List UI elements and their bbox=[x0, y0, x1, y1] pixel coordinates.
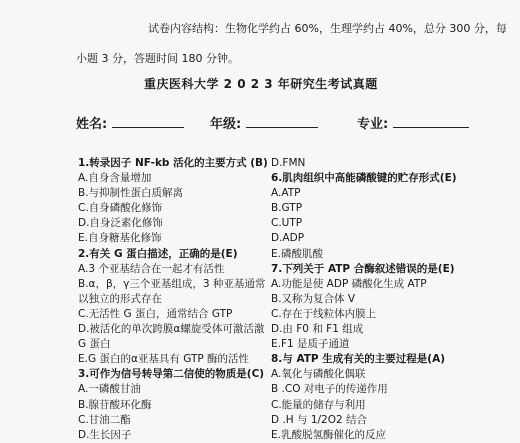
grade-label: 年级: bbox=[210, 117, 242, 132]
option-line: C.UTP bbox=[271, 217, 303, 230]
option-line: A.氧化与磷酸化偶联 bbox=[271, 368, 366, 381]
question-line: 8.与 ATP 生成有关的主要过程是(A) bbox=[271, 353, 445, 366]
option-line: A.3 个亚基结合在一起才有活性 bbox=[78, 262, 225, 275]
right-question-column bbox=[271, 156, 457, 443]
option-line: C.能量的储存与利用 bbox=[271, 398, 366, 411]
name-blank bbox=[112, 127, 184, 128]
option-line: D.由 F0 和 F1 组成 bbox=[271, 323, 364, 336]
option-line: D.自身泛素化修饰 bbox=[78, 217, 163, 230]
option-line: E.磷酸肌酸 bbox=[271, 247, 323, 260]
option-line: A.自身含量增加 bbox=[78, 172, 152, 185]
option-line: B .CO 对电子的传递作用 bbox=[271, 383, 388, 396]
left-question-column bbox=[78, 156, 268, 443]
option-line: C.自身磷酸化修饰 bbox=[78, 202, 163, 215]
option-line: A.ATP bbox=[271, 187, 301, 200]
option-line: A.功能是使 ADP 磷酸化生成 ATP bbox=[271, 277, 427, 290]
header-line-1: 试卷内容结构：生物化学约占 60%，生理学约占 40%，总分 300 分，每 bbox=[148, 22, 507, 35]
option-line: B.GTP bbox=[271, 202, 303, 215]
question-line: 6.肌肉组织中高能磷酸键的贮存形式(E) bbox=[271, 172, 457, 185]
grade-blank bbox=[246, 127, 318, 128]
option-line: A.一磷酸甘油 bbox=[78, 383, 141, 396]
option-line: C.甘油二酯 bbox=[78, 413, 131, 426]
option-line: E.自身糖基化修饰 bbox=[78, 232, 162, 245]
option-line: 以独立的形式存在 bbox=[78, 292, 162, 305]
option-line: C.无活性 G 蛋白，通常结合 GTP bbox=[78, 307, 233, 320]
option-line: E.F1 是质子通道 bbox=[271, 338, 350, 351]
option-line: E.G 蛋白的α亚基具有 GTP 酶的活性 bbox=[78, 353, 250, 366]
option-line: D.生长因子 bbox=[78, 428, 132, 441]
option-line: B.α，β，γ三个亚基组成，3 种亚基通常 bbox=[78, 277, 266, 290]
question-line: 7.下列关于 ATP 合酶叙述错误的是(E) bbox=[271, 262, 455, 275]
option-line: D.ADP bbox=[271, 232, 305, 245]
name-label: 姓名: bbox=[76, 117, 108, 132]
major-blank bbox=[393, 127, 469, 128]
option-line: D .H 与 1/2O2 结合 bbox=[271, 413, 368, 426]
option-line: B.与抑制性蛋白质解离 bbox=[78, 187, 184, 200]
option-line: E.乳酸脱氢酶催化的反应 bbox=[271, 428, 386, 441]
header-line-2: 小题 3 分，答题时间 180 分钟。 bbox=[76, 52, 239, 65]
exam-title: 重庆医科大学 2 0 2 3 年研究生考试真题 bbox=[144, 77, 378, 91]
option-line: B.腺苷酸环化酶 bbox=[78, 398, 152, 411]
major-label: 专业: bbox=[357, 117, 389, 132]
option-line: B.又称为复合体 V bbox=[271, 292, 356, 305]
question-line: 1.转录因子 NF-kb 活化的主要方式 (B) bbox=[78, 157, 268, 169]
option-line: G 蛋白 bbox=[78, 338, 111, 351]
question-line: 3.可作为信号转导第二信使的物质是(C) bbox=[78, 368, 265, 381]
option-line: D.被活化的单次跨膜α螺旋受体可激活激 bbox=[78, 323, 265, 336]
question-line: 2.有关 G 蛋白描述，正确的是(E) bbox=[78, 247, 238, 260]
option-line: D.FMN bbox=[271, 157, 306, 169]
option-line: C.存在于线粒体内膜上 bbox=[271, 307, 377, 320]
